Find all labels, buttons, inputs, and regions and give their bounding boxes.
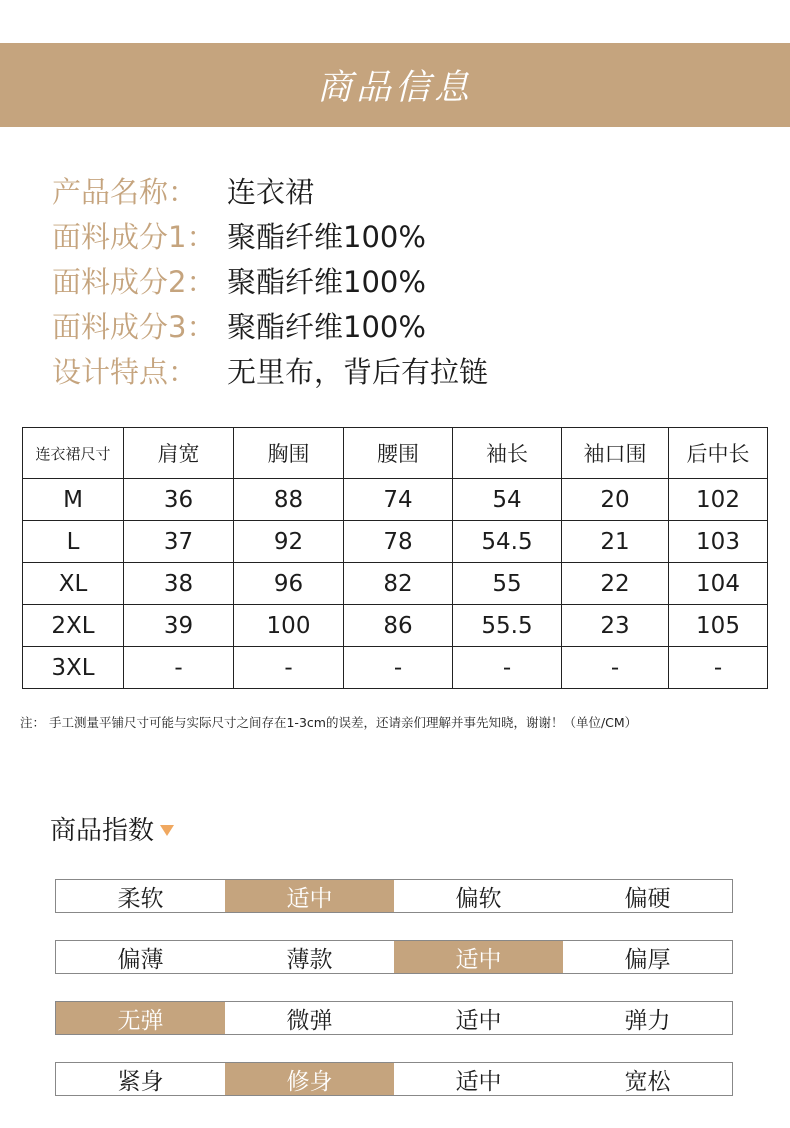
size-table-header (23, 428, 768, 479)
table-cell: 22 (562, 563, 669, 605)
info-row-product-name (52, 168, 488, 213)
table-row (23, 479, 768, 521)
table-cell: 54 (453, 479, 562, 521)
table-cell: - (344, 647, 453, 689)
table-header-cell: 腰围 (344, 428, 453, 479)
table-header-cell: 袖长 (453, 428, 562, 479)
info-label: 设计特点： (52, 355, 198, 389)
info-row-fabric-2 (52, 258, 488, 303)
table-cell: 100 (234, 605, 344, 647)
info-label: 面料成分2： (52, 265, 216, 299)
table-cell: 82 (344, 563, 453, 605)
table-cell: 2XL (23, 605, 124, 647)
size-table (22, 427, 768, 689)
table-cell: 3XL (23, 647, 124, 689)
index-option: 偏软 (455, 885, 502, 912)
index-option: 偏薄 (117, 946, 164, 973)
index-option: 宽松 (624, 1068, 671, 1095)
index-bar-elasticity (55, 1001, 733, 1035)
index-option: 修身 (225, 1063, 394, 1095)
index-option: 薄款 (286, 946, 333, 973)
info-row-fabric-1 (52, 213, 488, 258)
table-cell: 88 (234, 479, 344, 521)
table-cell: 92 (234, 521, 344, 563)
table-cell: 104 (669, 563, 768, 605)
table-header-cell: 胸围 (234, 428, 344, 479)
table-row (23, 521, 768, 563)
index-bar-fit (55, 1062, 733, 1096)
table-cell: - (669, 647, 768, 689)
index-option: 适中 (455, 1007, 502, 1034)
table-cell: XL (23, 563, 124, 605)
table-cell: 74 (344, 479, 453, 521)
info-value: 聚酯纤维100% (227, 310, 426, 344)
measurement-note: 注： 手工测量平铺尺寸可能与实际尺寸之间存在1-3cm的误差，还请亲们理解并事先知晓，谢谢！（单位/CM） (20, 715, 638, 730)
table-header-cell: 袖口围 (562, 428, 669, 479)
table-cell: L (23, 521, 124, 563)
table-cell: - (124, 647, 234, 689)
table-cell: - (453, 647, 562, 689)
table-cell: 55.5 (453, 605, 562, 647)
table-cell: 38 (124, 563, 234, 605)
index-option: 适中 (455, 1068, 502, 1095)
index-bar-softness (55, 879, 733, 913)
triangle-down-icon (160, 825, 174, 836)
table-row (23, 605, 768, 647)
info-value: 聚酯纤维100% (227, 220, 426, 254)
table-row (23, 647, 768, 689)
section-banner (0, 43, 790, 127)
index-option: 偏厚 (624, 946, 671, 973)
index-option: 柔软 (117, 885, 164, 912)
table-cell: 39 (124, 605, 234, 647)
index-option: 适中 (225, 880, 394, 912)
table-cell: 105 (669, 605, 768, 647)
table-cell: 102 (669, 479, 768, 521)
table-cell: 21 (562, 521, 669, 563)
table-cell: - (234, 647, 344, 689)
info-label: 产品名称： (52, 175, 198, 209)
table-cell: 86 (344, 605, 453, 647)
table-cell: 37 (124, 521, 234, 563)
product-index-heading (50, 810, 174, 847)
product-index-title: 商品指数 (50, 816, 155, 846)
info-value: 无里布，背后有拉链 (227, 355, 489, 389)
index-option: 无弹 (56, 1002, 225, 1034)
index-option: 适中 (394, 941, 563, 973)
info-label: 面料成分3： (52, 310, 216, 344)
banner-title: 商品信息 (316, 68, 473, 108)
info-value: 聚酯纤维100% (227, 265, 426, 299)
table-row (23, 563, 768, 605)
info-value: 连衣裙 (227, 175, 315, 209)
table-cell: 78 (344, 521, 453, 563)
info-label: 面料成分1： (52, 220, 216, 254)
table-header-cell: 连衣裙尺寸 (23, 428, 124, 479)
product-info-list (52, 168, 488, 393)
table-cell: 20 (562, 479, 669, 521)
table-header-cell: 肩宽 (124, 428, 234, 479)
table-cell: 55 (453, 563, 562, 605)
table-cell: 54.5 (453, 521, 562, 563)
table-cell: 36 (124, 479, 234, 521)
index-option: 偏硬 (624, 885, 671, 912)
table-cell: - (562, 647, 669, 689)
index-bar-thickness (55, 940, 733, 974)
table-header-cell: 后中长 (669, 428, 768, 479)
index-option: 微弹 (286, 1007, 333, 1034)
info-row-fabric-3 (52, 303, 488, 348)
index-option: 弹力 (624, 1007, 671, 1034)
table-cell: 23 (562, 605, 669, 647)
table-cell: M (23, 479, 124, 521)
table-cell: 96 (234, 563, 344, 605)
info-row-design-features (52, 348, 488, 393)
table-cell: 103 (669, 521, 768, 563)
index-option: 紧身 (117, 1068, 164, 1095)
